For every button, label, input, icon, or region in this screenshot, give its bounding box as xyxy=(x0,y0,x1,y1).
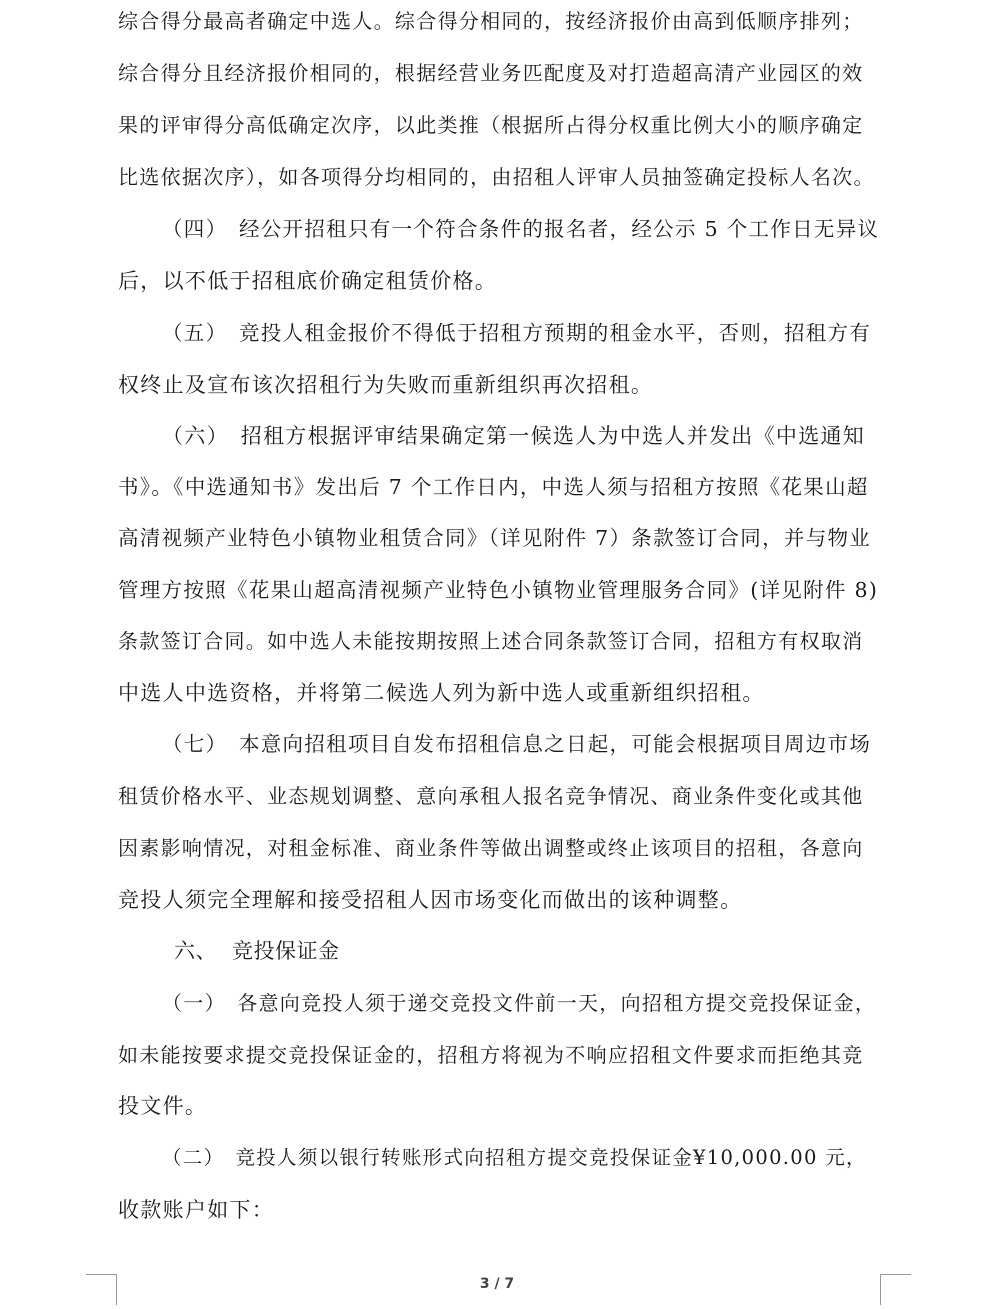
item-seven-line: （七） 本意向招租项目自发布招租信息之日起，可能会根据项目周边市场 xyxy=(162,732,872,756)
paragraph-line: 高清视频产业特色小镇物业租赁合同》（详见附件 7）条款签订合同，并与物业 xyxy=(118,526,872,550)
paragraph-line: 条款签订合同。如中选人未能按期按照上述合同条款签订合同，招租方有权取消 xyxy=(118,629,864,653)
section-number: 六、 xyxy=(174,939,217,963)
item-one-line: （一） 各意向竞投人须于递交竞投文件前一天，向招租方提交竞投保证金， xyxy=(162,991,877,1015)
paragraph-line: 租赁价格水平、业态规划调整、意向承租人报名竞争情况、商业条件变化或其他 xyxy=(118,784,864,808)
paragraph-line: 中选人中选资格，并将第二候选人列为新中选人或重新组织招租。 xyxy=(118,681,765,705)
item-five-line: （五） 竞投人租金报价不得低于招租方预期的租金水平，否则，招租方有 xyxy=(162,321,872,345)
page-footer xyxy=(0,1268,994,1309)
paragraph-line: 投文件。 xyxy=(118,1094,208,1118)
item-two-line: （二） 竞投人须以银行转账形式向招租方提交竞投保证金¥10,000.00 元， xyxy=(162,1146,867,1169)
paragraph-line: 比选依据次序），如各项得分均相同的，由招租人评审人员抽签确定投标人名次。 xyxy=(118,165,875,189)
paragraph-line: 因素影响情况，对租金标准、商业条件等做出调整或终止该项目的招租，各意向 xyxy=(118,836,864,860)
item-four-line: （四） 经公开招租只有一个符合条件的报名者，经公示 5 个工作日无异议 xyxy=(162,217,880,241)
section-heading xyxy=(174,936,340,966)
paragraph-line: 如未能按要求提交竞投保证金的，招租方将视为不响应招租文件要求而拒绝其竞 xyxy=(118,1043,864,1067)
paragraph-line: 收款账户如下： xyxy=(118,1198,275,1222)
page-corner-mark-right xyxy=(880,1274,911,1305)
paragraph-line: 竞投人须完全理解和接受招租人因市场变化而做出的该种调整。 xyxy=(118,888,743,912)
paragraph-line: 管理方按照《花果山超高清视频产业特色小镇物业管理服务合同》(详见附件 8) xyxy=(118,578,879,602)
item-six-line: （六） 招租方根据评审结果确定第一候选人为中选人并发出《中选通知 xyxy=(162,424,866,448)
paragraph-line: 权终止及宣布该次招租行为失败而重新组织再次招租。 xyxy=(118,373,654,397)
paragraph-line: 后，以不低于招租底价确定租赁价格。 xyxy=(118,269,498,293)
paragraph-line: 综合得分且经济报价相同的，根据经营业务匹配度及对打造超高清产业园区的效 xyxy=(118,61,864,85)
paragraph-line: 综合得分最高者确定中选人。综合得分相同的，按经济报价由高到低顺序排列； xyxy=(118,9,864,33)
section-title: 竞投保证金 xyxy=(232,939,340,963)
page-number: 3 / 7 xyxy=(479,1276,515,1292)
paragraph-line: 果的评审得分高低确定次序，以此类推（根据所占得分权重比例大小的顺序确定 xyxy=(118,113,864,137)
paragraph-line: 书》。《中选通知书》发出后 7 个工作日内，中选人须与招租方按照《花果山超 xyxy=(118,475,869,499)
